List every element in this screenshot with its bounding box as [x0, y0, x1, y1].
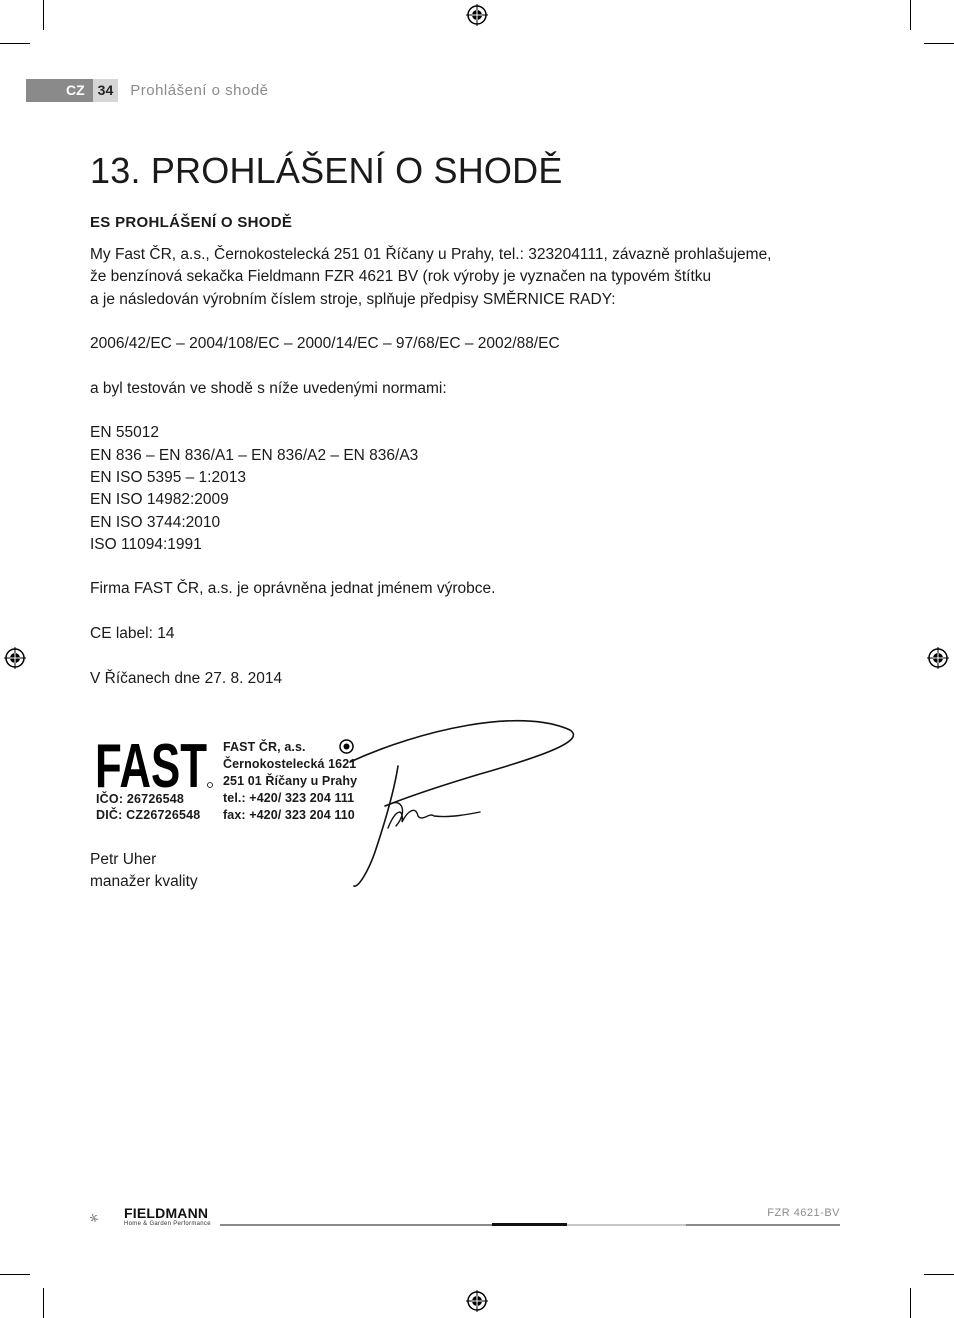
crop-mark [43, 0, 44, 30]
crop-mark [910, 0, 911, 30]
crop-mark [924, 43, 954, 44]
directives-line: 2006/42/EC – 2004/108/EC – 2000/14/EC – 97/68/EC – 2002/88/EC [90, 335, 560, 353]
footer-line [686, 1224, 840, 1226]
section-subtitle: ES PROHLÁŠENÍ O SHODĚ [90, 214, 293, 231]
signer-block [90, 849, 198, 894]
intro-line: že benzínová sekačka Fieldmann FZR 4621 BV (rok výroby je vyznačen na typovém štítku [90, 268, 712, 286]
signer-role: manažer kvality [90, 873, 198, 891]
norm-item: EN ISO 5395 – 1:2013 [90, 468, 246, 486]
norm-item: ISO 11094:1991 [90, 535, 202, 553]
norm-item: EN 836 – EN 836/A1 – EN 836/A2 – EN 836/A3 [90, 446, 419, 464]
intro-line: My Fast ČR, a.s., Černokostelecká 251 01 Říčany u Prahy, tel.: 323204111, závazně prohlašujeme, [90, 246, 772, 263]
crop-mark [0, 1274, 30, 1275]
registration-mark-icon [927, 647, 949, 669]
footer-line [567, 1224, 686, 1226]
svg-text:FAST: FAST [95, 739, 208, 789]
date-line: V Říčanech dne 27. 8. 2014 [90, 669, 283, 687]
stamp-company: FAST ČR, a.s. [223, 740, 306, 754]
authorized-line: Firma FAST ČR, a.s. je oprávněna jednat jménem výrobce. [90, 580, 496, 598]
signature [330, 712, 580, 894]
page-header [26, 79, 269, 102]
tested-line: a byl testován ve shodě s níže uvedenými normami: [90, 379, 447, 397]
header-accent [26, 79, 64, 102]
fast-logo [95, 739, 213, 789]
fieldmann-fan-logo-icon [90, 1202, 122, 1234]
crop-mark [0, 43, 30, 44]
language-code: CZ [64, 79, 93, 102]
signer-name: Petr Uher [90, 851, 157, 868]
norm-item: EN ISO 14982:2009 [90, 491, 229, 509]
page-title: 13. PROHLÁŠENÍ O SHODĚ [90, 150, 563, 191]
footer-model: FZR 4621-BV [767, 1207, 840, 1219]
footer-brand: FIELDMANN [124, 1205, 209, 1221]
stamp-street: Černokostelecká 1621 [223, 757, 357, 771]
stamp-tel: tel.: +420/ 323 204 111 [223, 791, 355, 805]
stamp-ids [96, 791, 200, 823]
footer-line [220, 1224, 492, 1226]
crop-mark [910, 1288, 911, 1318]
section-title: Prohlášení o shodě [130, 82, 269, 99]
dic-number: DIČ: CZ26726548 [96, 808, 201, 822]
declaration-text [90, 244, 790, 690]
intro-line: a je následován výrobním číslem stroje, splňuje předpisy SMĚRNICE RADY: [90, 290, 616, 308]
footer-line [492, 1223, 567, 1226]
ico-number: IČO: 26726548 [96, 792, 185, 806]
stamp-fax: fax: +420/ 323 204 110 [223, 808, 355, 822]
registration-mark-icon [466, 4, 488, 26]
registration-mark-icon [4, 647, 26, 669]
footer-tagline: Home & Garden Performance [124, 1221, 211, 1227]
ce-label: CE label: 14 [90, 625, 175, 643]
crop-mark [924, 1274, 954, 1275]
page-number: 34 [93, 79, 119, 102]
stamp-city: 251 01 Říčany u Prahy [223, 774, 358, 788]
norm-item: EN 55012 [90, 424, 159, 442]
registration-mark-icon [466, 1290, 488, 1312]
crop-mark [43, 1288, 44, 1318]
norm-item: EN ISO 3744:2010 [90, 513, 221, 531]
